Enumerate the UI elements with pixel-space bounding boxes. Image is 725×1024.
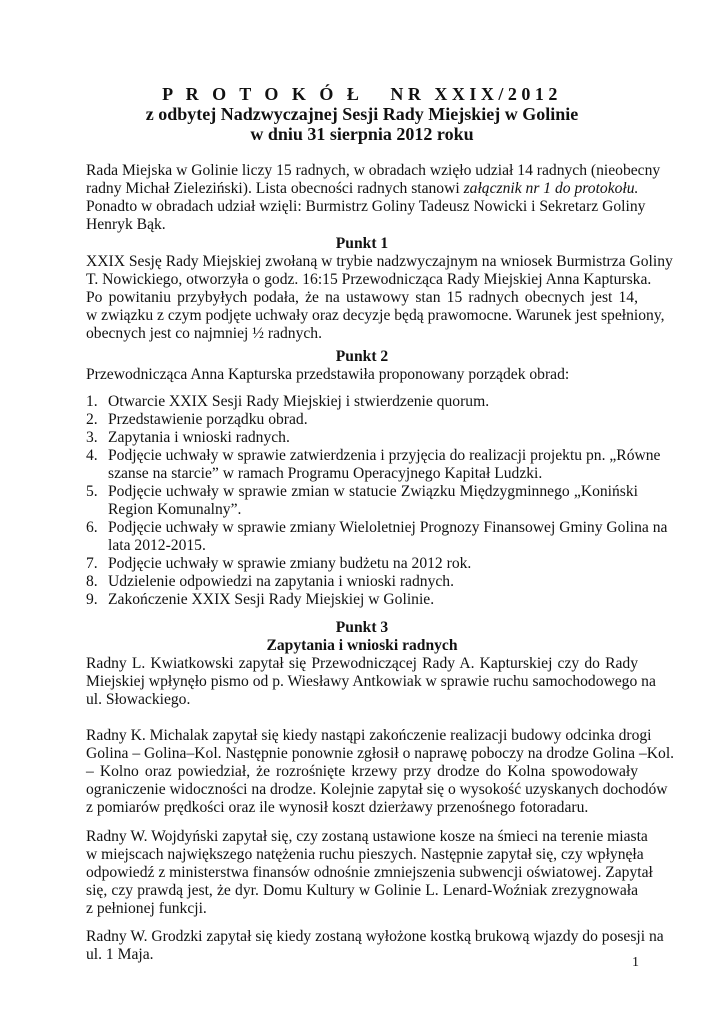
text-line: Golina – Golina–Kol. Następnie ponownie zgłosił o naprawę poboczy na drodze Golina –Kol. <box>86 745 675 762</box>
punkt-2-heading: Punkt 2 <box>335 348 389 365</box>
text-line: się, czy prawdą jest, że dyr. Domu Kultury w Golinie L. Lenard-Woźniak zrezygnowała <box>86 882 638 899</box>
agenda-item-number: 1. <box>86 393 98 410</box>
text-line: ograniczenie widoczności na drodze. Kolejnie zapytał się o wysokość uzyskanych dochodów <box>86 781 668 798</box>
text-line: Ponadto w obradach udział wzięli: Burmistrz Goliny Tadeusz Nowicki i Sekretarz Goliny <box>86 198 646 215</box>
document-title <box>86 84 638 144</box>
text-line: Udzielenie odpowiedzi na zapytania i wnioski radnych. <box>108 573 454 590</box>
agenda-item-number: 4. <box>86 447 98 464</box>
punkt-3-heading: Punkt 3 <box>335 619 389 636</box>
title-line-session: z odbytej Nadzwyczajnej Sesji Rady Miejskiej w Golinie <box>145 104 579 124</box>
text-line: – Kolno oraz powiedział, że rozrośnięte krzewy przy drodze do Kolna spowodowały <box>86 763 638 780</box>
agenda-item-text <box>108 447 660 483</box>
text-line: w związku z czym podjęte uchwały oraz decyzje będą prawomocne. Warunek jest spełniony, <box>86 307 665 324</box>
agenda-item-number: 6. <box>86 519 98 536</box>
page-number: 1 <box>632 955 639 970</box>
text-line: Zapytania i wnioski radnych. <box>108 429 290 446</box>
agenda-item <box>86 411 638 429</box>
title-line-date: w dniu 31 sierpnia 2012 roku <box>250 124 474 144</box>
text-line: Radny K. Michalak zapytał się kiedy nastąpi zakończenie realizacji budowy odcinka drogi <box>86 727 652 744</box>
text-line: Miejskiej wpłynęło pismo od p. Wiesławy Antkowiak w sprawie ruchu samochodowego na <box>86 673 656 690</box>
text-line: Otwarcie XXIX Sesji Rady Miejskiej i stwierdzenie quorum. <box>108 393 490 410</box>
agenda-list <box>86 393 668 609</box>
agenda-item-number: 2. <box>86 411 98 428</box>
question-paragraph <box>86 928 664 964</box>
text-line: lata 2012-2015. <box>108 537 206 554</box>
agenda-item-text <box>108 555 638 573</box>
text-line: Radny L. Kwiatkowski zapytał się Przewodniczącej Rady A. Kapturskiej czy do Rady <box>86 655 638 672</box>
punkt-3-paragraphs <box>86 655 675 964</box>
text-line: w miejscach największego natężenia ruchu pieszych. Następnie zapytał się, czy wpłynęła <box>86 846 644 863</box>
punkt-2-intro: Przewodnicząca Anna Kapturska przedstawiła proponowany porządek obrad: <box>86 366 570 383</box>
agenda-item-text <box>108 393 638 411</box>
agenda-item-text <box>108 519 667 555</box>
text-line: obecnych jest co najmniej ½ radnych. <box>86 325 322 342</box>
text-line: T. Nowickiego, otworzyła o godz. 16:15 Przewodnicząca Rady Miejskiej Anna Kapturska. <box>86 271 652 288</box>
text-line: szanse na starcie” w ramach Programu Operacyjnego Kapitał Ludzki. <box>108 465 543 482</box>
agenda-item <box>86 519 668 555</box>
text-line: z pomiarów prędkości oraz ile wynosił koszt dzierżawy przenośnego fotoradaru. <box>86 799 589 816</box>
intro-paragraph <box>86 162 661 234</box>
agenda-item-text <box>108 429 638 447</box>
text-line: ul. 1 Maja. <box>86 946 154 963</box>
text-line: odpowiedź z ministerstwa finansów odnośnie zmniejszenia subwencji oświatowej. Zapytał <box>86 864 653 881</box>
punkt-3-subheading: Zapytania i wnioski radnych <box>266 637 458 654</box>
text-line: z pełnionej funkcji. <box>86 900 207 917</box>
text-line: Podjęcie uchwały w sprawie zmiany Wieloletniej Prognozy Finansowej Gminy Golina na <box>108 519 668 536</box>
text-line: Po powitaniu przybyłych podała, że na ustawowy stan 15 radnych obecnych jest 14, <box>86 289 638 306</box>
agenda-item <box>86 591 638 609</box>
text-line: Radny W. Grodzki zapytał się kiedy zostaną wyłożone kostką brukową wjazdy do posesji na <box>86 928 664 945</box>
agenda-item-number: 7. <box>86 555 98 572</box>
text-line: XXIX Sesję Rady Miejskiej zwołaną w trybie nadzwyczajnym na wniosek Burmistrza Goliny <box>86 253 673 270</box>
agenda-item <box>86 573 638 591</box>
agenda-item-text <box>108 483 638 519</box>
text-line: Podjęcie uchwały w sprawie zmian w statucie Związku Międzygminnego „Koniński <box>108 483 638 500</box>
text-line: Przedstawienie porządku obrad. <box>108 411 308 428</box>
text-line: Podjęcie uchwały w sprawie zmiany budżetu na 2012 rok. <box>108 555 472 572</box>
agenda-item-number: 8. <box>86 573 98 590</box>
text-line: Region Komunalny”. <box>108 501 242 518</box>
agenda-item <box>86 555 638 573</box>
agenda-item-number: 3. <box>86 429 98 446</box>
punkt-1-paragraph <box>86 253 673 343</box>
document-page <box>86 84 675 964</box>
text-line: Radny W. Wojdyński zapytał się, czy zostaną ustawione kosze na śmieci na terenie miasta <box>86 828 648 845</box>
title-line-protocol-number: P R O T O K Ó Ł NR XXIX/2012 <box>162 84 562 104</box>
text-line: Podjęcie uchwały w sprawie zatwierdzenia i przyjęcia do realizacji projektu pn. „Równe <box>108 447 661 464</box>
agenda-item <box>86 483 638 519</box>
agenda-item-number: 9. <box>86 591 98 608</box>
punkt-1-heading: Punkt 1 <box>335 235 389 252</box>
agenda-item-text <box>108 573 638 591</box>
agenda-item-number: 5. <box>86 483 98 500</box>
question-paragraph <box>86 828 653 918</box>
text-line: Zakończenie XXIX Sesji Rady Miejskiej w Golinie. <box>108 591 435 608</box>
question-paragraph <box>86 655 656 709</box>
agenda-item <box>86 447 661 483</box>
agenda-item-text <box>108 411 638 429</box>
agenda-item-text <box>108 591 638 609</box>
text-line: Henryk Bąk. <box>86 216 166 233</box>
text-line: radny Michał Zieleziński). Lista obecności radnych stanowi załącznik nr 1 do protokołu. <box>86 180 639 197</box>
question-paragraph <box>86 727 675 817</box>
text-line: Rada Miejska w Golinie liczy 15 radnych, w obradach wzięło udział 14 radnych (nieobecny <box>86 162 661 179</box>
agenda-item <box>86 429 638 447</box>
text-line: ul. Słowackiego. <box>86 691 191 708</box>
agenda-item <box>86 393 638 411</box>
